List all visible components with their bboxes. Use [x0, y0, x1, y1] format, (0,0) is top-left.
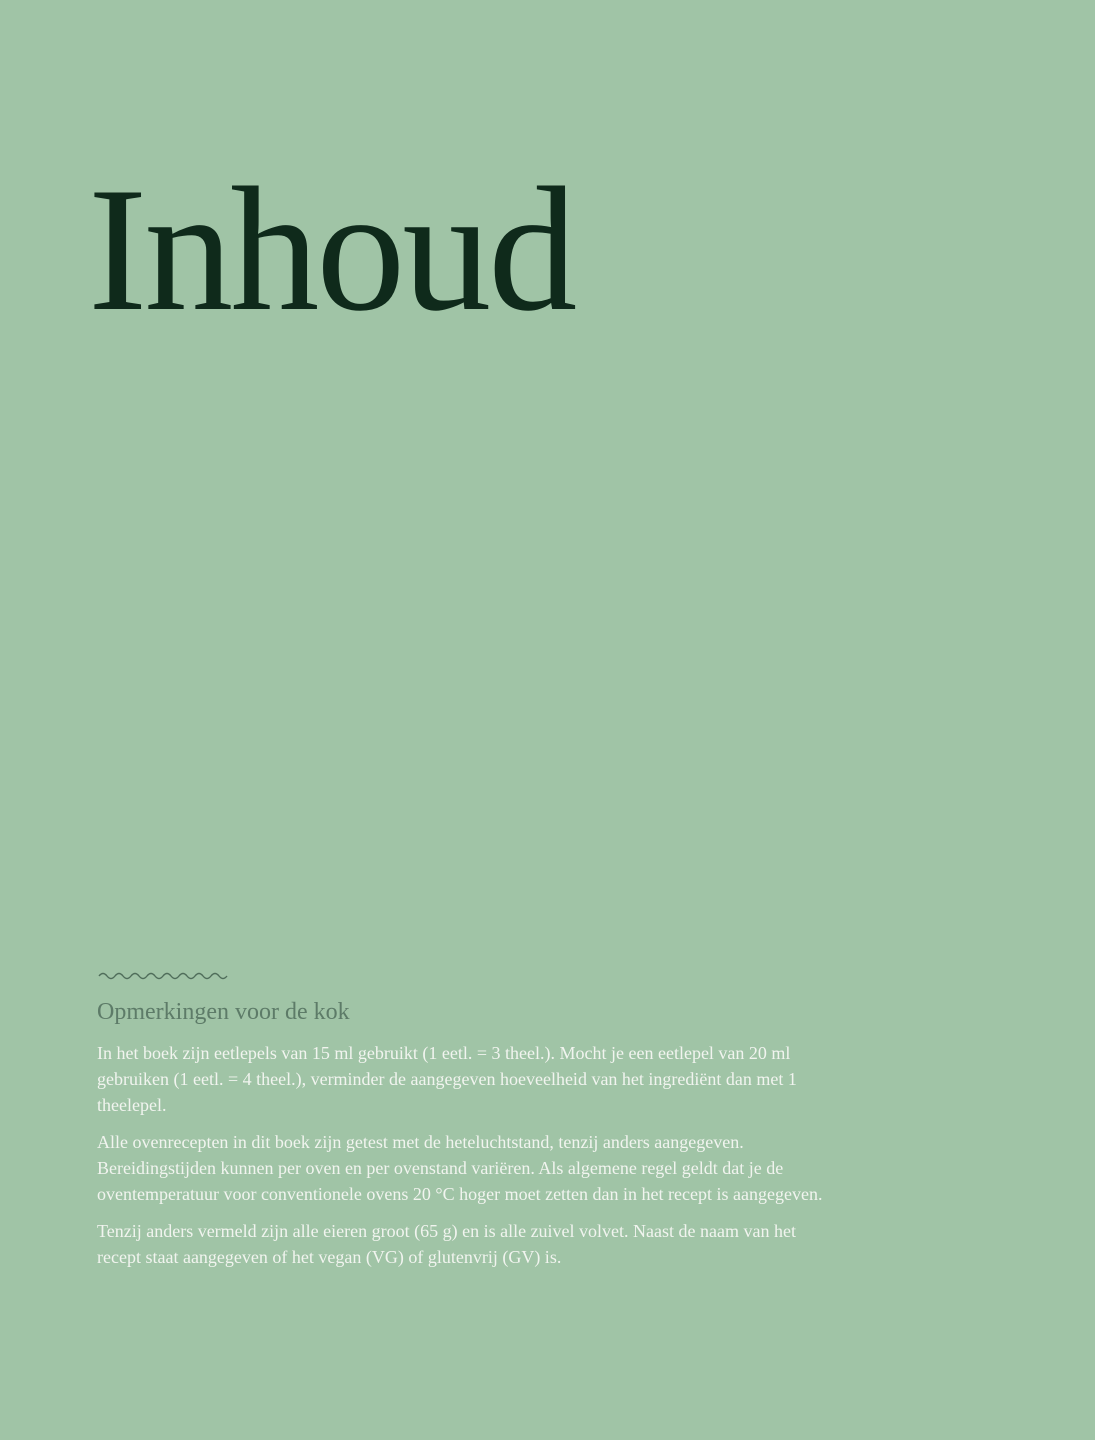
notes-heading: Opmerkingen voor de kok — [97, 999, 350, 1025]
cook-notes-section — [97, 968, 837, 1281]
wave-ornament-icon — [97, 968, 231, 984]
notes-paragraph-oven: Alle ovenrecepten in dit boek zijn getest met de heteluchtstand, tenzij anders aangegeven. Bereidingstijden kunnen per oven en per ovenstand variëren. Als algemene regel geldt dat je de oventemperatuur voor conventionele ovens 20 °C hoger moet zetten dan in het recept is aangegeven. — [97, 1131, 823, 1204]
page-title: Inhoud — [88, 150, 575, 348]
notes-paragraph-ingredients: Tenzij anders vermeld zijn alle eieren groot (65 g) en is alle zuivel volvet. Naast de naam van het recept staat aangegeven of het vegan (VG) of glutenvrij (GV) is. — [97, 1220, 796, 1267]
notes-paragraph-tablespoons: In het boek zijn eetlepels van 15 ml gebruikt (1 eetl. = 3 theel.). Mocht je een eetlepel van 20 ml gebruiken (1 eetl. = 4 theel.), verminder de aangegeven hoeveelheid van het ingrediënt dan met 1 theelepel. — [97, 1042, 797, 1115]
